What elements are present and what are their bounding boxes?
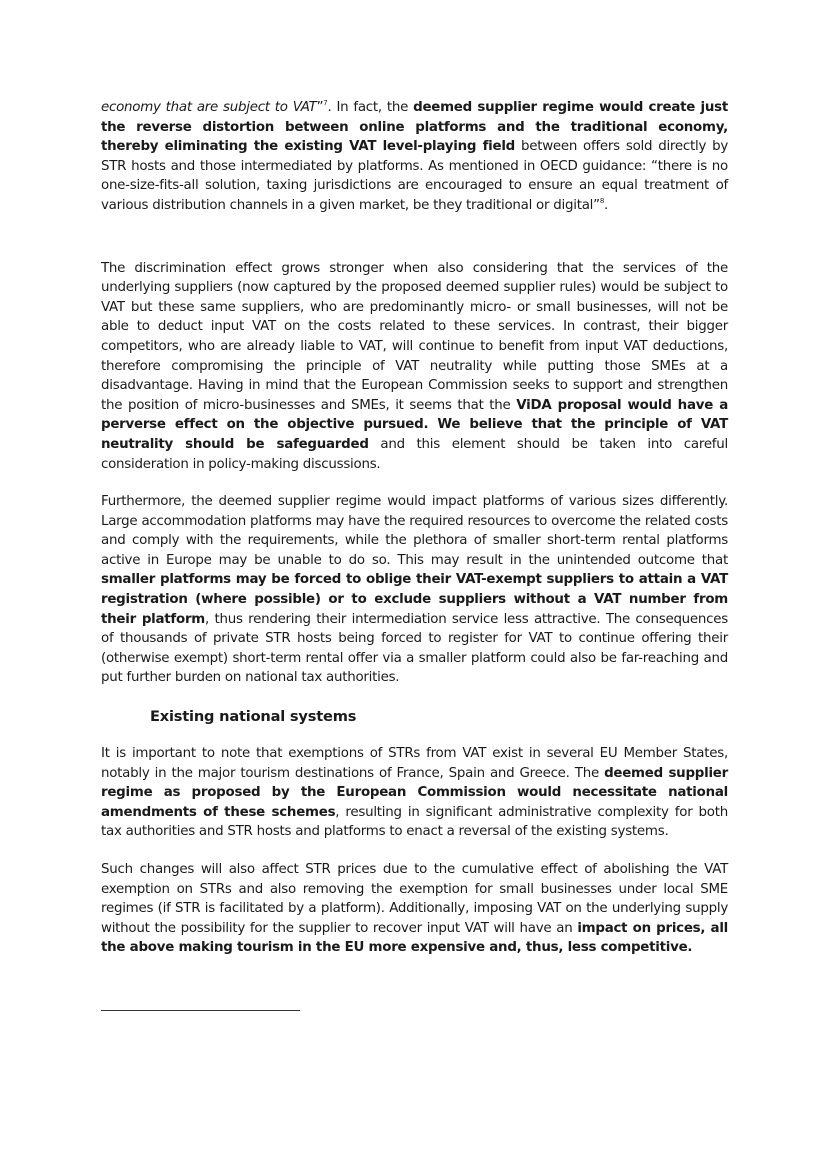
bold-emphasis: smaller platforms may be forced to oblige their VAT-exempt suppliers to attain a VAT registration (where possible) or to exclude suppliers without a VAT number from their platform [101, 572, 728, 627]
paragraph-discrimination-effect [101, 259, 728, 475]
text-run: and this element should be taken into careful consideration in policy-making discussions. [101, 436, 728, 472]
footnote-ref-8[interactable]: 8 [599, 196, 605, 205]
document-page [101, 98, 728, 958]
bold-emphasis: deemed supplier regime would create just the reverse distortion between online platforms and the traditional economy, thereby eliminating the existing VAT level-playing field [101, 100, 728, 155]
text-run: . [604, 197, 609, 213]
text-run: , thus rendering their intermediation service less attractive. The consequences of thousands of private STR hosts being forced to register for VAT to continue offering their (otherwise exempt) short-term rental offer via a smaller platform could also be far-reaching and put further burden on national tax authorities. [101, 611, 728, 686]
text-run: between offers sold directly by STR hosts and those intermediated by platforms. As mentioned in OECD guidance: “there is no one-size-fits-all solution, taxing jurisdictions are encouraged to ensure an equal treatment of various distribution channels in a given market, be they traditional or digital” [101, 139, 728, 213]
bold-emphasis: deemed supplier regime as proposed by the European Commission would necessitate national amendments of these schemes [101, 765, 728, 820]
footnote-separator [101, 1010, 300, 1011]
paragraph-price-impact [101, 860, 728, 958]
text-run: . In fact, the [327, 100, 414, 115]
quote-fragment: economy that are subject to VAT [101, 100, 317, 115]
text-run: The discrimination effect grows stronger when also considering that the services of the underlying suppliers (now captured by the proposed deemed supplier rules) would be subject to VAT but these same suppliers, who are predominantly micro- or small businesses, will not be able to deduct input VAT on the costs related to these services. In contrast, their bigger competitors, who are already liable to VAT, will continue to benefit from input VAT deductions, therefore compromising the principle of VAT neutrality while putting those SMEs at a disadvantage. Having in mind that the European Commission seeks to support and strengthen the position of micro-businesses and SMEs, it seems that the [101, 260, 728, 413]
bold-emphasis: impact on prices, all the above making tourism in the EU more expensive and, thus, less competitive. [101, 920, 728, 956]
paragraph-vat-distortion [101, 98, 728, 216]
text-run: , resulting in significant administrative complexity for both tax authorities and STR hosts and platforms to enact a reversal of the existing systems. [101, 804, 728, 840]
bold-emphasis: ViDA proposal would have a perverse effect on the objective pursued. We believe that the principle of VAT neutrality should be safeguarded [101, 397, 728, 452]
section-heading-existing-national-systems: Existing national systems [150, 708, 357, 726]
footnote-ref-7[interactable]: 7 [323, 99, 328, 107]
text-run: Furthermore, the deemed supplier regime would impact platforms of various sizes differently. Large accommodation platforms may have the required resources to overcome the related costs and comply with the requirements, while the plethora of smaller short-term rental platforms active in Europe may be unable to do so. This may result in the unintended outcome that [101, 494, 728, 568]
text-run: It is important to note that exemptions of STRs from VAT exist in several EU Member States, notably in the major tourism destinations of France, Spain and Greece. The [101, 746, 728, 781]
paragraph-platform-sizes [101, 492, 728, 688]
text-run: Such changes will also affect STR prices due to the cumulative effect of abolishing the VAT exemption on STRs and also removing the exemption for small businesses under local SME regimes (if STR is facilitated by a platform). Additionally, imposing VAT on the underlying supply without the possibility for the supplier to recover input VAT will have an [101, 862, 728, 936]
closing-quote: ” [316, 100, 324, 115]
paragraph-national-exemptions [101, 744, 728, 842]
